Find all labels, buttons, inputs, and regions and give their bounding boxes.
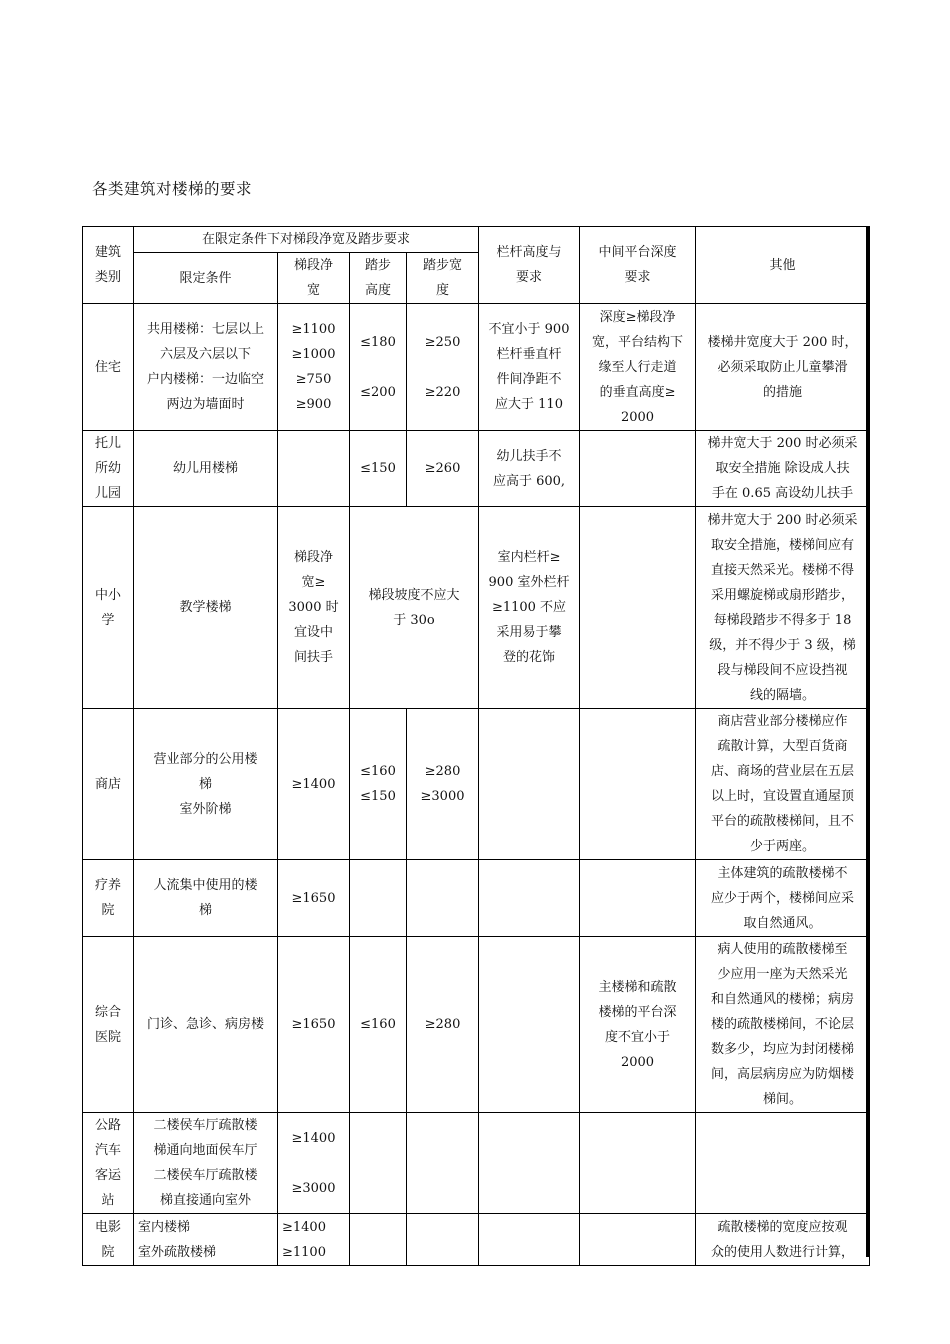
cell-railing: [479, 937, 580, 1113]
cell-category: 电影 院: [83, 1214, 134, 1266]
cell-step-width: ≥260: [407, 431, 479, 507]
cell-condition: 营业部分的公用楼 梯 室外阶梯: [134, 709, 278, 860]
header-flight-width: 梯段净 宽: [278, 253, 350, 304]
header-condition: 限定条件: [134, 253, 278, 304]
header-step-height: 踏步 高度: [350, 253, 407, 304]
header-category: 建筑 类别: [83, 227, 134, 304]
cell-landing: [580, 860, 696, 937]
cell-category: 商店: [83, 709, 134, 860]
cell-step-height: [350, 1214, 407, 1266]
header-other: 其他: [696, 227, 870, 304]
cell-flight-width: ≥1650: [278, 860, 350, 937]
cell-other: 楼梯井宽度大于 200 时， 必须采取防止儿童攀滑 的措施: [696, 304, 870, 431]
cell-railing: 幼儿扶手不 应高于 600,: [479, 431, 580, 507]
table-row: [83, 1214, 870, 1266]
table-row: [83, 860, 870, 937]
cell-flight-width: ≥1400: [278, 709, 350, 860]
cell-step-height: [350, 1113, 407, 1214]
table-row: [83, 304, 870, 431]
cell-step-height: ≤180 ≤200: [350, 304, 407, 431]
page-title: 各类建筑对楼梯的要求: [92, 180, 253, 198]
cell-railing: [479, 1214, 580, 1266]
cell-condition: 幼儿用楼梯: [134, 431, 278, 507]
table-row: [83, 1113, 870, 1214]
cell-category: 住宅: [83, 304, 134, 431]
cell-flight-width: ≥1400 ≥1100: [278, 1214, 350, 1266]
cell-other: 病人使用的疏散楼梯至 少应用一座为天然采光 和自然通风的楼梯；病房 楼的疏散楼梯间，不论层 数多少，均应为封闭楼梯 间，高层病房应为防烟楼 梯间。: [696, 937, 870, 1113]
cell-landing: [580, 709, 696, 860]
header-row: [83, 227, 870, 253]
header-group: 在限定条件下对梯段净宽及踏步要求: [134, 227, 479, 253]
cell-landing: [580, 1214, 696, 1266]
cell-category: 综合 医院: [83, 937, 134, 1113]
cell-other: 商店营业部分楼梯应作 疏散计算，大型百货商 店、商场的营业层在五层 以上时，宜设置直通屋顶 平台的疏散楼梯间，且不 少于两座。: [696, 709, 870, 860]
cell-step-merged: 梯段坡度不应大 于 30o: [350, 507, 479, 709]
cell-condition: 室内楼梯 室外疏散楼梯: [134, 1214, 278, 1266]
cell-step-width: [407, 1214, 479, 1266]
cell-step-width: ≥280 ≥3000: [407, 709, 479, 860]
header-step-width: 踏步宽 度: [407, 253, 479, 304]
cell-landing: [580, 1113, 696, 1214]
cell-category: 中小 学: [83, 507, 134, 709]
cell-category: 托儿 所幼 儿园: [83, 431, 134, 507]
header-landing: 中间平台深度 要求: [580, 227, 696, 304]
cell-condition: 门诊、急诊、病房楼: [134, 937, 278, 1113]
cell-step-width: [407, 1113, 479, 1214]
cell-flight-width: ≥1100 ≥1000 ≥750 ≥900: [278, 304, 350, 431]
cell-landing: [580, 431, 696, 507]
cell-step-height: [350, 860, 407, 937]
cell-other: 疏散楼梯的宽度应按观 众的使用人数进行计算，: [696, 1214, 870, 1266]
cell-railing: [479, 1113, 580, 1214]
cell-other: [696, 1113, 870, 1214]
cell-flight-width: ≥1400 ≥3000: [278, 1113, 350, 1214]
cell-railing: [479, 709, 580, 860]
cell-other: 主体建筑的疏散楼梯不 应少于两个，楼梯间应采 取自然通风。: [696, 860, 870, 937]
cell-step-width: ≥280: [407, 937, 479, 1113]
table-right-border: [866, 226, 869, 1257]
table-row: [83, 709, 870, 860]
cell-step-height: ≤160 ≤150: [350, 709, 407, 860]
cell-step-height: ≤150: [350, 431, 407, 507]
cell-step-width: [407, 860, 479, 937]
cell-category: 疗养 院: [83, 860, 134, 937]
cell-other: 梯井宽大于 200 时必须采 取安全措施，楼梯间应有 直接天然采光。楼梯不得 采用螺旋梯或扇形踏步， 每梯段踏步不得多于 18 级，并不得少于 3 级，梯 段与梯段间不应设挡视 线的隔墙。: [696, 507, 870, 709]
table-row: [83, 507, 870, 709]
cell-category: 公路 汽车 客运 站: [83, 1113, 134, 1214]
cell-condition: 二楼侯车厅疏散楼 梯通向地面侯车厅 二楼侯车厅疏散楼 梯直接通向室外: [134, 1113, 278, 1214]
cell-landing: 深度≥梯段净 宽，平台结构下 缘至人行走道 的垂直高度≥ 2000: [580, 304, 696, 431]
table-row: [83, 937, 870, 1113]
cell-step-width: ≥250 ≥220: [407, 304, 479, 431]
cell-landing: [580, 507, 696, 709]
cell-railing: [479, 860, 580, 937]
cell-railing: 室内栏杆≥ 900 室外栏杆 ≥1100 不应 采用易于攀 登的花饰: [479, 507, 580, 709]
cell-condition: 教学楼梯: [134, 507, 278, 709]
cell-other: 梯井宽大于 200 时必须采 取安全措施 除设成人扶 手在 0.65 高设幼儿扶手: [696, 431, 870, 507]
cell-condition: 人流集中使用的楼 梯: [134, 860, 278, 937]
table-row: [83, 431, 870, 507]
cell-railing: 不宜小于 900 栏杆垂直杆 件间净距不 应大于 110: [479, 304, 580, 431]
header-railing: 栏杆高度与 要求: [479, 227, 580, 304]
cell-flight-width: ≥1650: [278, 937, 350, 1113]
cell-flight-width: 梯段净 宽≥ 3000 时 宜设中 间扶手: [278, 507, 350, 709]
cell-landing: 主楼梯和疏散 楼梯的平台深 度不宜小于 2000: [580, 937, 696, 1113]
cell-condition: 共用楼梯：七层以上 六层及六层以下 户内楼梯：一边临空 两边为墙面时: [134, 304, 278, 431]
cell-flight-width: [278, 431, 350, 507]
cell-step-height: ≤160: [350, 937, 407, 1113]
stair-requirements-table: [82, 226, 870, 1266]
